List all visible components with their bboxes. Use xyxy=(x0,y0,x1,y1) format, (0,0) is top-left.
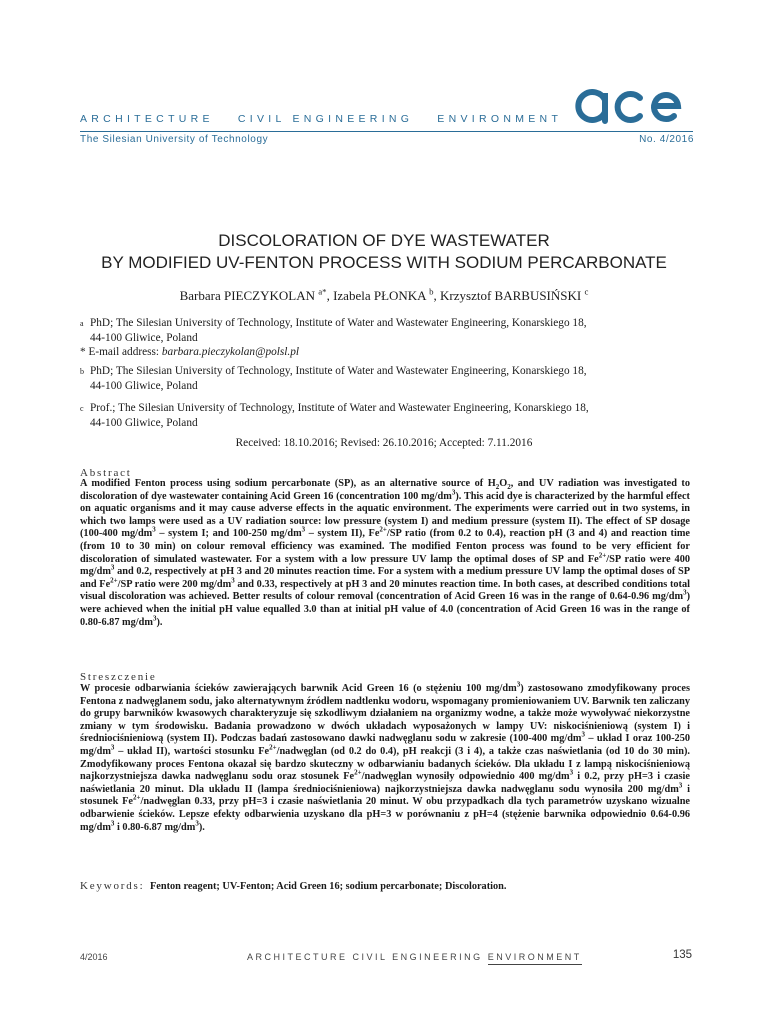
affiliation-mark: b xyxy=(80,367,84,376)
abstract-body: A modified Fenton process using sodium percarbonate (SP), as an alternative source of $H_2O_2$, and UV radiation was investigated to discoloration of dye wastewater containing Acid Green 16 (concentration 100 $mg/dm^3$). This acid dye is characterized by the harmful effect on aquatic organisms and it may cause adverse effects in the aquatic environment. The experiments were carried out in two systems, in which two lamps were used as a UV radiation source: low pressure (system I) and medium pressure (system II). The effect of SP dosage (100-400 $mg/dm^3$ – system I; and 100-250 $mg/dm^3$ – system II), $Fe^{2+}/SP$ ratio (from 0.2 to 0.4), reaction pH (3 and 4) and reaction time (from 10 to 30 min) on colour removal efficiency was examined. The modified Fenton process was found to be very efficient for discoloration of simulated wastewater. For a system with a low pressure UV lamp the optimal doses of SP and $Fe^{2+}/SP$ ratio were 400 $mg/dm^3$ and 0.2, respectively at pH 3 and 20 minutes reaction time. For a system with a medium pressure UV lamp the optimal doses of SP and $Fe^{2+}/SP$ ratio were 200 $mg/dm^3$ and 0.33, respectively at pH 3 and 20 minutes reaction time. In both cases, at described conditions total visual discoloration was achieved. Better results of colour removal (concentration of Acid Green 16 was in the range of 0.64-0.96 $mg/dm^3$) were achieved when the initial pH value equalled 3.0 than at initial pH value of 4.0 (concentration of Acid Green 16 was in the range of 0.80-6.87 $mg/dm^3$). xyxy=(80,478,690,628)
abstract-heading: Abstract xyxy=(80,467,132,479)
author-mark: b xyxy=(429,286,434,297)
footer-journal xyxy=(247,952,582,962)
affiliation-b xyxy=(80,364,690,394)
author-mark: c xyxy=(584,286,589,297)
corresponding-email xyxy=(80,346,299,358)
streszczenie-body: W procesie odbarwiania ścieków zawierających barwnik Acid Green 16 (o stężeniu 100 $mg/dm^3$) zastosowano zmodyfikowany proces Fentona z nadwęglanem sodu, jako alternatywnym źródłem nadtlenku wodoru, wspomagany promieniowaniem UV. Barwnik ten zaliczany do grupy barwników kwasowych charakteryzuje się szkodliwym działaniem na organizmy wodne, a także może wywoływać niekorzystne zmiany w tym środowisku. Badania prowadzono w dwóch układach wyposażonych w lampy UV: niskociśnieniową (system I) i średniociśnieniową (system II). Podczas badań zastosowano dawki nadwęglanu sodu w zakresie (100-400 $mg/dm^3$ – układ I oraz 100-250 $mg/dm^3$ – układ II), wartości stosunku $Fe^{2+}$/nadwęglan (od 0.2 do 0.4), pH reakcji (3 i 4), a także czas naświetlania (od 10 do 30 min). Zmodyfikowany proces Fentona okazał się bardzo skuteczny w odbarwianiu badanych ścieków. Dla układu I z lampą niskociśnieniową najkorzystniejsza dawka nadwęglanu sodu oraz stosunek $Fe^{2+}$/nadwęglan wynosiły odpowiednio 400 $mg/dm^3$ i 0.2, przy pH=3 i czasie naświetlania 20 minut. Dla układu II (lampa średniociśnieniowa) najkorzystniejsza dawka nadwęglanu sodu wynosiła 200 $mg/dm^3$ i stosunek $Fe^{2+}$/nadwęglan 0.33, przy pH=3 i czasie naświetlania 20 minut. W obu przypadkach dla tych parametrów uzyskano wizualne odbarwienie ścieków. Lepsze efekty odbarwienia uzyskano dla pH=3 w porównaniu z pH=4 (stężenie barwnika odpowiednio 0.64-0.96 $mg/dm^3$ i 0.80-6.87 $mg/dm^3$). xyxy=(80,680,690,833)
received-dates: Received: 18.10.2016; Revised: 26.10.2016; Accepted: 7.11.2016 xyxy=(235,437,533,449)
journal-name xyxy=(80,113,562,125)
affiliation-mark: a xyxy=(80,319,84,328)
affiliation-line: 44-100 Gliwice, Poland xyxy=(90,380,198,392)
affiliation-mark: c xyxy=(80,404,84,413)
journal-word-architecture: ARCHITECTURE xyxy=(80,113,214,125)
affiliation-line: 44-100 Gliwice, Poland xyxy=(90,417,198,429)
university-name: The Silesian University of Technology xyxy=(80,134,269,145)
keywords xyxy=(80,880,506,892)
keywords-heading: Keywords: xyxy=(80,880,145,892)
affiliation-c xyxy=(80,401,690,431)
author-mark: a* xyxy=(318,286,327,297)
paper-title xyxy=(60,230,708,274)
author-name: Izabela PŁONKA xyxy=(333,288,426,303)
streszczenie-heading: Streszczenie xyxy=(80,671,157,683)
author-name: Krzysztof BARBUSIŃSKI xyxy=(440,288,582,303)
affiliation-line: 44-100 Gliwice, Poland xyxy=(90,332,198,344)
title-line-2: BY MODIFIED UV-FENTON PROCESS WITH SODIUM PERCARBONATE xyxy=(101,253,667,272)
affiliation-line: PhD; The Silesian University of Technology, Institute of Water and Wastewater Engineering, Konarskiego 18, xyxy=(90,365,587,377)
keywords-value: Fenton reagent; UV-Fenton; Acid Green 16; sodium percarbonate; Discoloration. xyxy=(149,881,507,892)
footer-journal-a: ARCHITECTURE CIVIL ENGINEERING xyxy=(247,952,488,962)
header-rule xyxy=(80,131,693,132)
page-number: 135 xyxy=(672,949,692,961)
author-list: Barbara PIECZYKOLAN $^{a*}$, Izabela PŁONKA $^b$, Krzysztof BARBUSIŃSKI $^c$ xyxy=(179,286,589,303)
footer-issue: 4/2016 xyxy=(80,952,108,962)
affiliation-line: Prof.; The Silesian University of Technology, Institute of Water and Wastewater Engineering, Konarskiego 18, xyxy=(90,402,589,414)
footer-journal-b: ENVIRONMENT xyxy=(488,952,582,965)
ace-logo xyxy=(574,83,692,129)
affiliation-a xyxy=(80,316,690,346)
author-name: Barbara PIECZYKOLAN xyxy=(179,288,315,303)
journal-word-civil-engineering: CIVIL ENGINEERING xyxy=(237,113,414,125)
title-line-1: DISCOLORATION OF DYE WASTEWATER xyxy=(218,231,550,250)
email-label: * E-mail address: xyxy=(80,346,160,358)
affiliation-line: PhD; The Silesian University of Technology, Institute of Water and Wastewater Engineering, Konarskiego 18, xyxy=(90,317,587,329)
journal-word-environment: ENVIRONMENT xyxy=(437,113,563,125)
email-address[interactable]: barbara.pieczykolan@polsl.pl xyxy=(161,346,300,358)
issue-number: No. 4/2016 xyxy=(639,134,694,145)
